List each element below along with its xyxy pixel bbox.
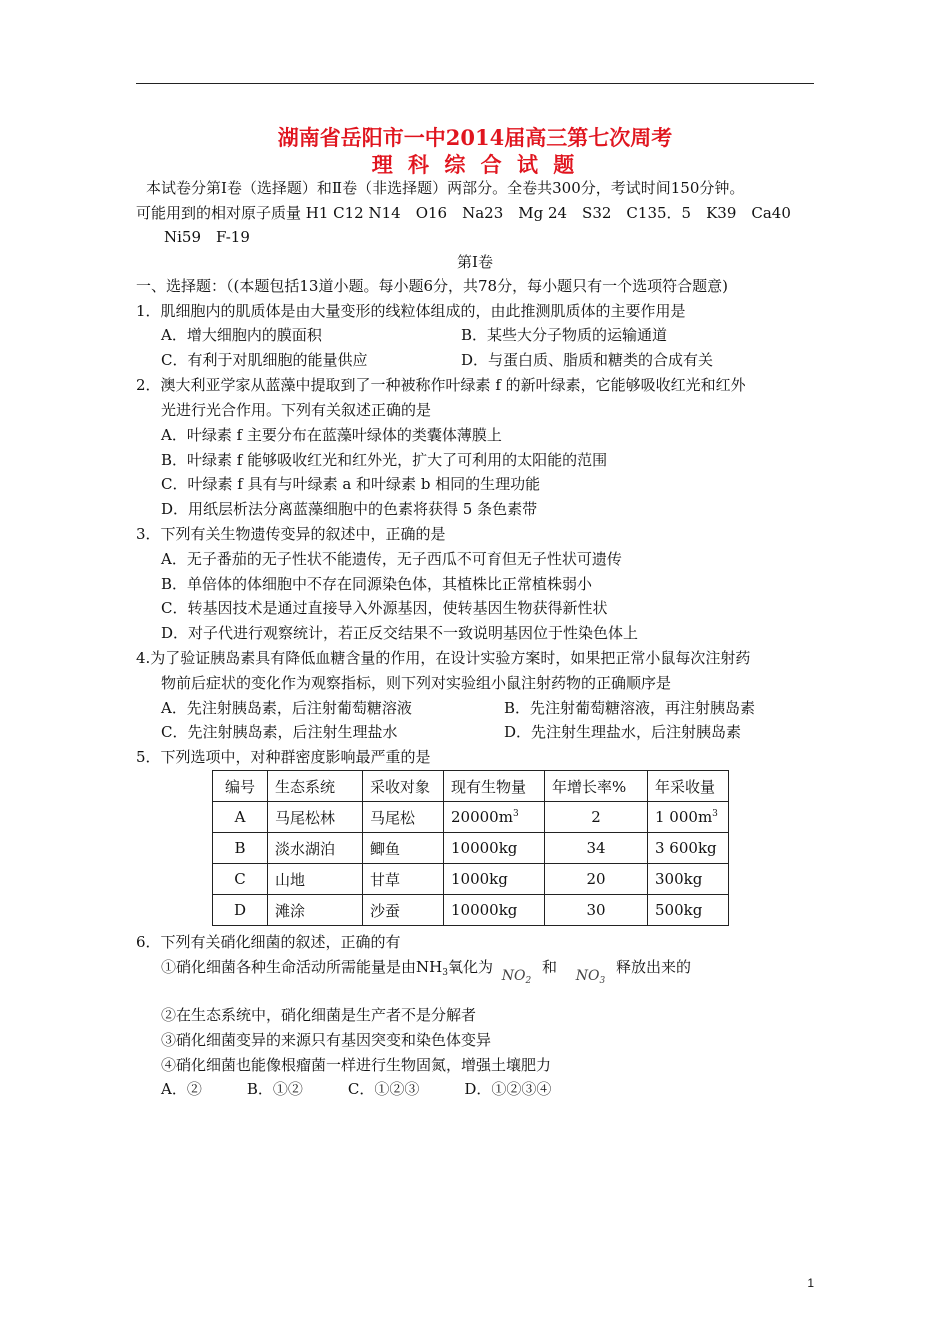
- statement-text: 氧化为: [447, 958, 493, 976]
- q6-statement-2: ②在生态系统中，硝化细菌是生产者不是分解者: [161, 1006, 477, 1024]
- q1-option-a: A．增大细胞内的膜面积: [161, 326, 322, 344]
- q2-option-a: A．叶绿素 f 主要分布在蓝藻叶绿体的类囊体薄膜上: [161, 426, 502, 444]
- q6-statement-1: [161, 956, 691, 984]
- table-cell: 淡水湖泊: [268, 833, 363, 864]
- table-header-cell: 采收对象: [363, 771, 444, 802]
- table-cell: 马尾松林: [268, 802, 363, 833]
- q3-stem: 3．下列有关生物遗传变异的叙述中，正确的是: [136, 525, 446, 543]
- table-cell: 500kg: [648, 895, 729, 926]
- q4-stem-1: 4.为了验证胰岛素具有降低血糖含量的作用，在设计实验方案时，如果把正常小鼠每次注射药: [136, 649, 751, 667]
- q6-stem: 6．下列有关硝化细菌的叙述，正确的有: [136, 933, 401, 951]
- subscript: 2: [525, 976, 532, 986]
- q4-option-c: C．先注射胰岛素，后注射生理盐水: [161, 723, 398, 741]
- table-header-cell: 年增长率%: [545, 771, 648, 802]
- volume-heading: 第Ⅰ卷: [457, 253, 493, 271]
- q1-stem: 1．肌细胞内的肌质体是由大量变形的线粒体组成的，由此推测肌质体的主要作用是: [136, 302, 686, 320]
- q2-option-d: D．用纸层析法分离蓝藻细胞中的色素将获得 5 条色素带: [161, 500, 538, 518]
- table-cell: [444, 802, 545, 833]
- table-cell: 30: [545, 895, 648, 926]
- table-header-row: [213, 771, 729, 802]
- q4-option-b: B．先注射葡萄糖溶液，再注射胰岛素: [504, 699, 756, 717]
- table-cell: 3 600kg: [648, 833, 729, 864]
- table-cell: 20: [545, 864, 648, 895]
- q2-stem-1: 2．澳大利亚学家从蓝藻中提取到了一种被称作叶绿素 f 的新叶绿素，它能够吸收红光和红外: [136, 376, 746, 394]
- q3-option-d: D．对子代进行观察统计，若正反交结果不一致说明基因位于性染色体上: [161, 624, 639, 642]
- exam-title: 湖南省岳阳市一中2014届高三第七次周考: [277, 125, 673, 150]
- q1-option-d: D．与蛋白质、脂质和糖类的合成有关: [461, 351, 714, 369]
- table-cell: 1000kg: [444, 864, 545, 895]
- subscript: 3: [442, 968, 448, 978]
- q4-option-d: D．先注射生理盐水，后注射胰岛素: [504, 723, 742, 741]
- table-cell: 甘草: [363, 864, 444, 895]
- q3-option-b: B．单倍体的体细胞中不存在同源染色体，其植株比正常植株弱小: [161, 575, 593, 593]
- q4-stem-2: 物前后症状的变化作为观察指标，则下列对实验组小鼠注射药物的正确顺序是: [161, 674, 672, 692]
- intro-line-2: 可能用到的相对原子质量 H1 C12 N14 O16 Na23 Mg 24 S32 C135．5 K39 Ca40: [136, 204, 791, 222]
- q4-option-a: A．先注射胰岛素，后注射葡萄糖溶液: [161, 699, 412, 717]
- q2-option-c: C．叶绿素 f 具有与叶绿素 a 和叶绿素 b 相同的生理功能: [161, 475, 541, 493]
- table-cell: 马尾松: [363, 802, 444, 833]
- table-cell: [648, 802, 729, 833]
- formula-no2: [502, 968, 531, 984]
- q5-stem: 5．下列选项中，对种群密度影响最严重的是: [136, 748, 431, 766]
- table-header-cell: 生态系统: [268, 771, 363, 802]
- q6-statement-3: ③硝化细菌变异的来源只有基因突变和染色体变异: [161, 1031, 492, 1049]
- table-cell: B: [213, 833, 268, 864]
- formula-text: NO: [501, 968, 526, 984]
- table-cell: 10000kg: [444, 895, 545, 926]
- q3-option-a: A．无子番茄的无子性状不能遗传，无子西瓜不可育但无子性状可遗传: [161, 550, 622, 568]
- q2-stem-2: 光进行光合作用。下列有关叙述正确的是: [161, 401, 432, 419]
- q1-option-b: B．某些大分子物质的运输通道: [461, 326, 668, 344]
- section-heading: 一、选择题：（(本题包括13道小题。每小题6分，共78分，每小题只有一个选项符合题意): [136, 277, 728, 295]
- table-cell: 2: [545, 802, 648, 833]
- unit-superscript: 3: [512, 809, 519, 819]
- statement-text: ①硝化细菌各种生命活动所需能量是由NH: [161, 958, 443, 976]
- table-row: [213, 895, 729, 926]
- formula-text: NO: [575, 968, 600, 984]
- table-cell: C: [213, 864, 268, 895]
- table-cell: A: [213, 802, 268, 833]
- table-row: [213, 833, 729, 864]
- q2-option-b: B．叶绿素 f 能够吸收红光和红外光，扩大了可利用的太阳能的范围: [161, 451, 608, 469]
- q6-statement-4: ④硝化细菌也能像根瘤菌一样进行生物固氮，增强土壤肥力: [161, 1056, 552, 1074]
- table-cell-value: 1 000m: [655, 808, 713, 826]
- header-rule: [136, 83, 814, 84]
- table-cell: 300kg: [648, 864, 729, 895]
- population-table: [212, 770, 729, 926]
- statement-text: 和: [542, 958, 558, 976]
- page-number: 1: [807, 1276, 814, 1290]
- table-cell: 鲫鱼: [363, 833, 444, 864]
- table-header-cell: 年采收量: [648, 771, 729, 802]
- table-cell: 滩涂: [268, 895, 363, 926]
- table-row: [213, 802, 729, 833]
- intro-line-3: Ni59 F-19: [164, 228, 250, 246]
- formula-no3: [576, 968, 605, 984]
- q6-options: A．② B．①② C．①②③ D．①②③④: [161, 1080, 552, 1098]
- intro-line-1: 本试卷分第Ⅰ卷（选择题）和Ⅱ卷（非选择题）两部分。全卷共300分，考试时间150分钟。: [146, 179, 745, 197]
- table-row: [213, 864, 729, 895]
- unit-superscript: 3: [712, 809, 718, 819]
- q1-option-c: C．有利于对肌细胞的能量供应: [161, 351, 368, 369]
- table-header-cell: 现有生物量: [444, 771, 545, 802]
- table-cell: 山地: [268, 864, 363, 895]
- table-cell: D: [213, 895, 268, 926]
- q3-option-c: C．转基因技术是通过直接导入外源基因，使转基因生物获得新性状: [161, 599, 608, 617]
- table-cell: 沙蚕: [363, 895, 444, 926]
- table-header-cell: 编号: [213, 771, 268, 802]
- table-cell: 34: [545, 833, 648, 864]
- table-cell: 10000kg: [444, 833, 545, 864]
- subscript: 3: [599, 976, 606, 986]
- exam-subtitle: 理 科 综 合 试 题: [371, 152, 579, 177]
- statement-text: 释放出来的: [616, 958, 692, 976]
- table-cell-value: 20000m: [451, 808, 513, 826]
